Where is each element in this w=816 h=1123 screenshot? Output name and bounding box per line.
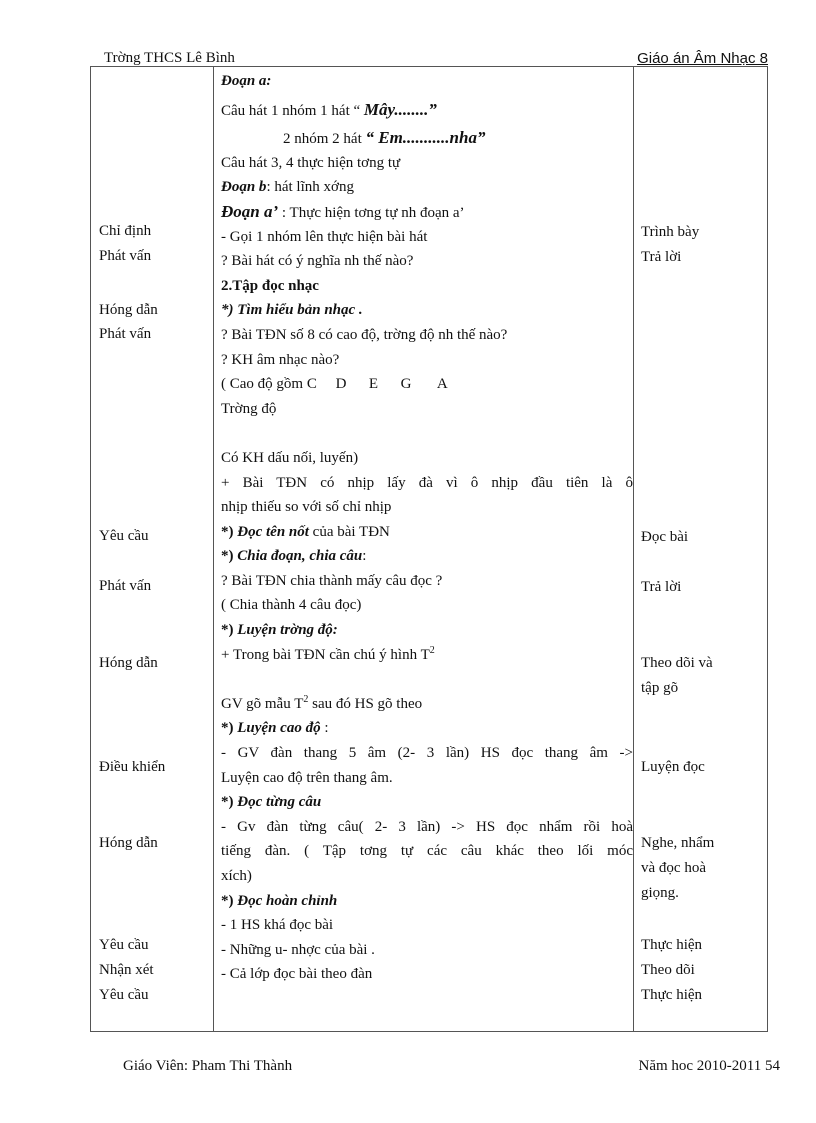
left-phat-van-1: Phát vấn	[99, 248, 152, 264]
content-line: nhịp thiếu so với số chỉ nhịp	[221, 499, 392, 516]
content-line: Câu hát 1 nhóm 1 hát “ Mây........”	[221, 99, 437, 119]
section-heading: 2.Tập đọc nhạc	[221, 277, 319, 294]
left-huong-dan-2: Hóng dẫn	[99, 655, 158, 671]
content-line: ? Bài hát có ý nghĩa nh thế nào?	[221, 253, 414, 270]
right-nghe-2: và đọc hoà	[641, 860, 706, 876]
content-line: ( Cao độ gồm C D E G A	[221, 376, 448, 393]
right-nghe-3: giọng.	[641, 885, 679, 901]
content-line: Câu hát 3, 4 thực hiện tơng tự	[221, 154, 401, 171]
right-luyen-doc: Luyện đọc	[641, 759, 705, 775]
left-nhan-xet: Nhận xét	[99, 962, 154, 978]
right-nghe-1: Nghe, nhẩm	[641, 835, 715, 851]
content-line: tiếng đàn. ( Tập tơng tự các câu khác theo lối móc	[221, 843, 633, 860]
content-line: ( Chia thành 4 câu đọc)	[221, 597, 362, 614]
header-subject: Giáo án Âm Nhạc 8	[637, 50, 768, 67]
content-line: - Những u- nhợc của bài .	[221, 941, 375, 958]
content-line: *) Luyện cao độ :	[221, 720, 329, 737]
left-dieu-khien: Điều khiển	[99, 759, 166, 775]
right-tra-loi-1: Trả lời	[641, 249, 682, 265]
right-tra-loi-2: Trả lời	[641, 579, 682, 595]
content-line: *) Đọc từng câu	[221, 794, 322, 811]
left-yeu-cau-1: Yêu cầu	[99, 528, 149, 544]
content-line: GV gõ mẫu $T^2$ sau đó HS gõ theo	[221, 693, 423, 712]
header-school: Trờng THCS Lê Bình	[104, 50, 235, 66]
doan-a-heading: Đoạn a:	[221, 73, 272, 89]
right-thuc-hien-1: Thực hiện	[641, 937, 703, 953]
footer-year-page: Năm hoc 2010-2011 54	[638, 1058, 780, 1074]
right-theo-doi-2: tập gõ	[641, 680, 679, 696]
right-doc-bai: Đọc bài	[641, 529, 689, 545]
content-line: Đoạn b: hát lĩnh xớng	[221, 179, 354, 196]
content-line: *) Chia đoạn, chia câu:	[221, 548, 367, 565]
content-line: - GV đàn thang 5 âm (2- 3 lần) HS đọc thang âm ->	[221, 745, 633, 762]
content-line: ? Bài TĐN số 8 có cao độ, trờng độ nh thế nào?	[221, 326, 508, 343]
content-line: 2 nhóm 2 hát “ Em...........nha”	[283, 128, 486, 148]
content-line: *) Luyện trờng độ:	[221, 622, 338, 639]
right-theo-doi-1: Theo dõi và	[641, 655, 713, 671]
content-line: Luyện cao độ trên thang âm.	[221, 769, 393, 786]
content-line: Trờng độ	[221, 400, 277, 417]
content-line: xích)	[221, 868, 252, 884]
column-divider-2	[633, 67, 634, 1031]
right-thuc-hien-2: Thực hiện	[641, 987, 703, 1003]
left-huong-dan-3: Hóng dẫn	[99, 835, 158, 851]
content-line: - Gọi 1 nhóm lên thực hiện bài hát	[221, 228, 428, 245]
content-line: - Gv đàn từng câu( 2- 3 lần) -> HS đọc nhẩm rồi hoà	[221, 818, 633, 835]
content-column	[221, 67, 633, 987]
left-yeu-cau-2: Yêu cầu	[99, 937, 149, 953]
right-trinh-bay: Trình bày	[641, 224, 700, 240]
left-yeu-cau-3: Yêu cầu	[99, 987, 149, 1003]
content-line: - Cả lớp đọc bài theo đàn	[221, 966, 373, 983]
content-line: ? KH âm nhạc nào?	[221, 351, 340, 368]
content-line: ? Bài TĐN chia thành mấy câu đọc ?	[221, 572, 443, 589]
right-theo-doi-3: Theo dõi	[641, 962, 695, 978]
content-line: - 1 HS khá đọc bài	[221, 917, 334, 934]
content-line: Có KH dấu nối, luyến)	[221, 449, 359, 466]
left-chi-dinh: Chỉ định	[99, 223, 152, 239]
content-line: *) Đọc hoàn chỉnh	[221, 892, 338, 909]
footer-teacher: Giáo Viên: Pham Thi Thành	[123, 1058, 293, 1074]
content-line: *) Đọc tên nốt của bài TĐN	[221, 523, 390, 540]
lesson-table	[90, 66, 768, 1032]
left-phat-van-3: Phát vấn	[99, 578, 152, 594]
left-huong-dan-1: Hóng dẫn	[99, 302, 158, 318]
content-line: + Trong bài TĐN cần chú ý hình $T^2$	[221, 644, 435, 663]
subsection-heading: *) Tìm hiểu bản nhạc .	[221, 302, 363, 319]
content-line: Đoạn a’ : Thực hiện tơng tự nh đoạn a’	[221, 201, 465, 221]
left-phat-van-2: Phát vấn	[99, 326, 152, 342]
content-line: + Bài TĐN có nhịp lấy đà vì ô nhịp đầu tiên là ô	[221, 474, 633, 491]
column-divider-1	[213, 67, 214, 1031]
